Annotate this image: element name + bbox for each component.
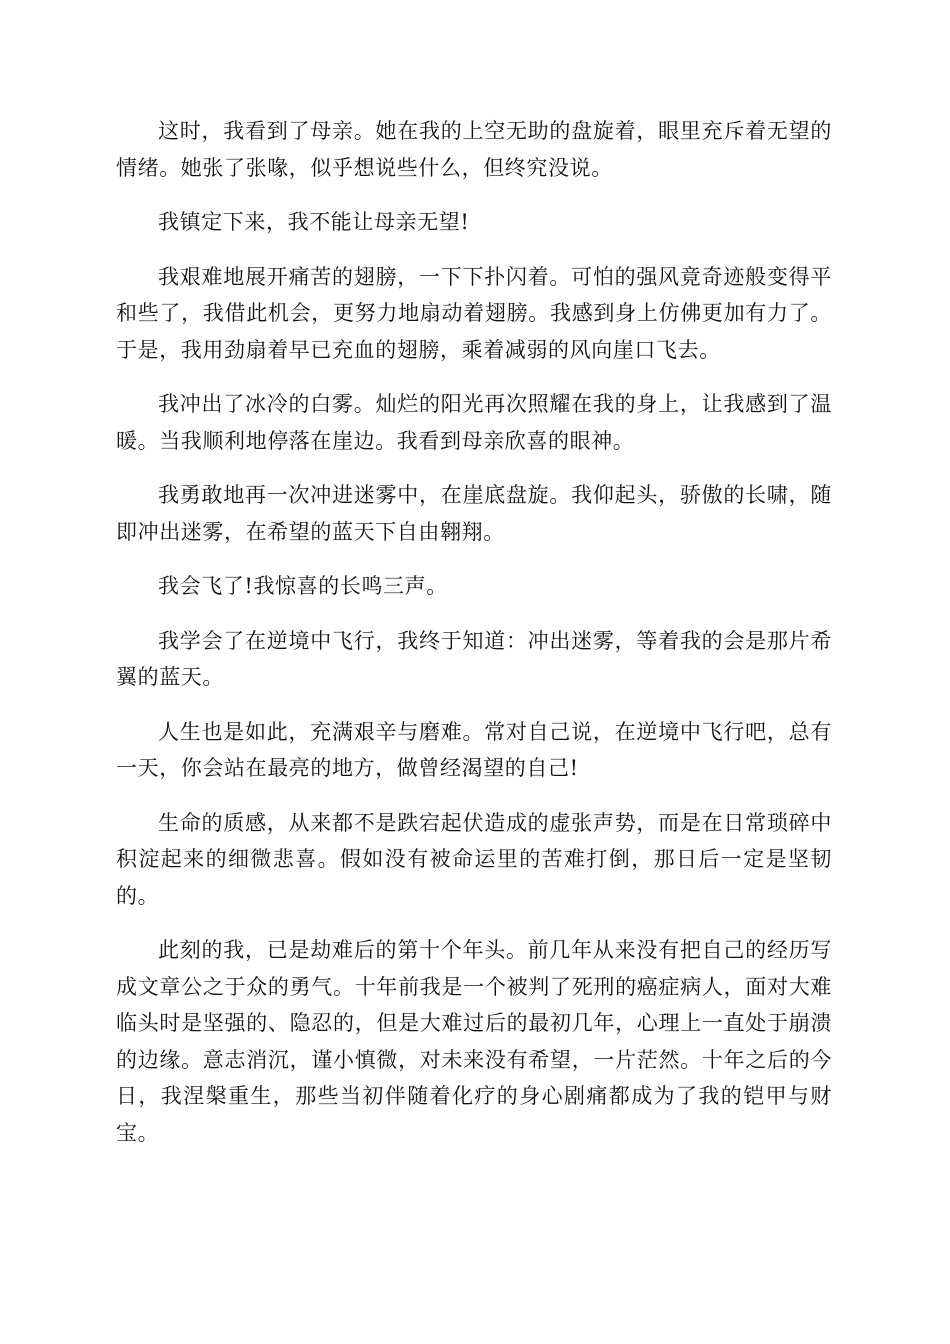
document-page [116, 113, 832, 1169]
paragraph-9: 生命的质感，从来都不是跌宕起伏造成的虚张声势，而是在日常琐碎中积淀起来的细微悲喜。假如没有被命运里的苦难打倒，那日后一定是坚韧的。 [116, 810, 832, 908]
paragraph-1: 这时，我看到了母亲。她在我的上空无助的盘旋着，眼里充斥着无望的情绪。她张了张喙，似乎想说些什么，但终究没说。 [116, 119, 832, 180]
paragraph-4: 我冲出了冰冷的白雾。灿烂的阳光再次照耀在我的身上，让我感到了温暖。当我顺利地停落在崖边。我看到母亲欣喜的眼神。 [116, 392, 832, 453]
paragraph-5: 我勇敢地再一次冲进迷雾中，在崖底盘旋。我仰起头，骄傲的长啸，随即冲出迷雾，在希望的蓝天下自由翱翔。 [116, 483, 832, 544]
paragraph-7: 我学会了在逆境中飞行，我终于知道：冲出迷雾，等着我的会是那片希翼的蓝天。 [116, 628, 832, 689]
paragraph-3: 我艰难地展开痛苦的翅膀，一下下扑闪着。可怕的强风竟奇迹般变得平和些了，我借此机会，更努力地扇动着翅膀。我感到身上仿佛更加有力了。于是，我用劲扇着早已充血的翅膀，乘着减弱的风向崖口飞去。 [116, 264, 832, 362]
paragraph-2: 我镇定下来，我不能让母亲无望! [158, 210, 470, 234]
paragraph-8: 人生也是如此，充满艰辛与磨难。常对自己说，在逆境中飞行吧，总有一天，你会站在最亮的地方，做曾经渴望的自己! [116, 719, 832, 780]
paragraph-10: 此刻的我，已是劫难后的第十个年头。前几年从来没有把自己的经历写成文章公之于众的勇气。十年前我是一个被判了死刑的癌症病人，面对大难临头时是坚强的、隐忍的，但是大难过后的最初几年，心理上一直处于崩溃的边缘。意志消沉，谨小慎微，对未来没有希望，一片茫然。十年之后的今日，我涅槃重生，那些当初伴随着化疗的身心剧痛都成为了我的铠甲与财宝。 [116, 938, 832, 1145]
paragraph-6: 我会飞了!我惊喜的长鸣三声。 [158, 574, 448, 598]
